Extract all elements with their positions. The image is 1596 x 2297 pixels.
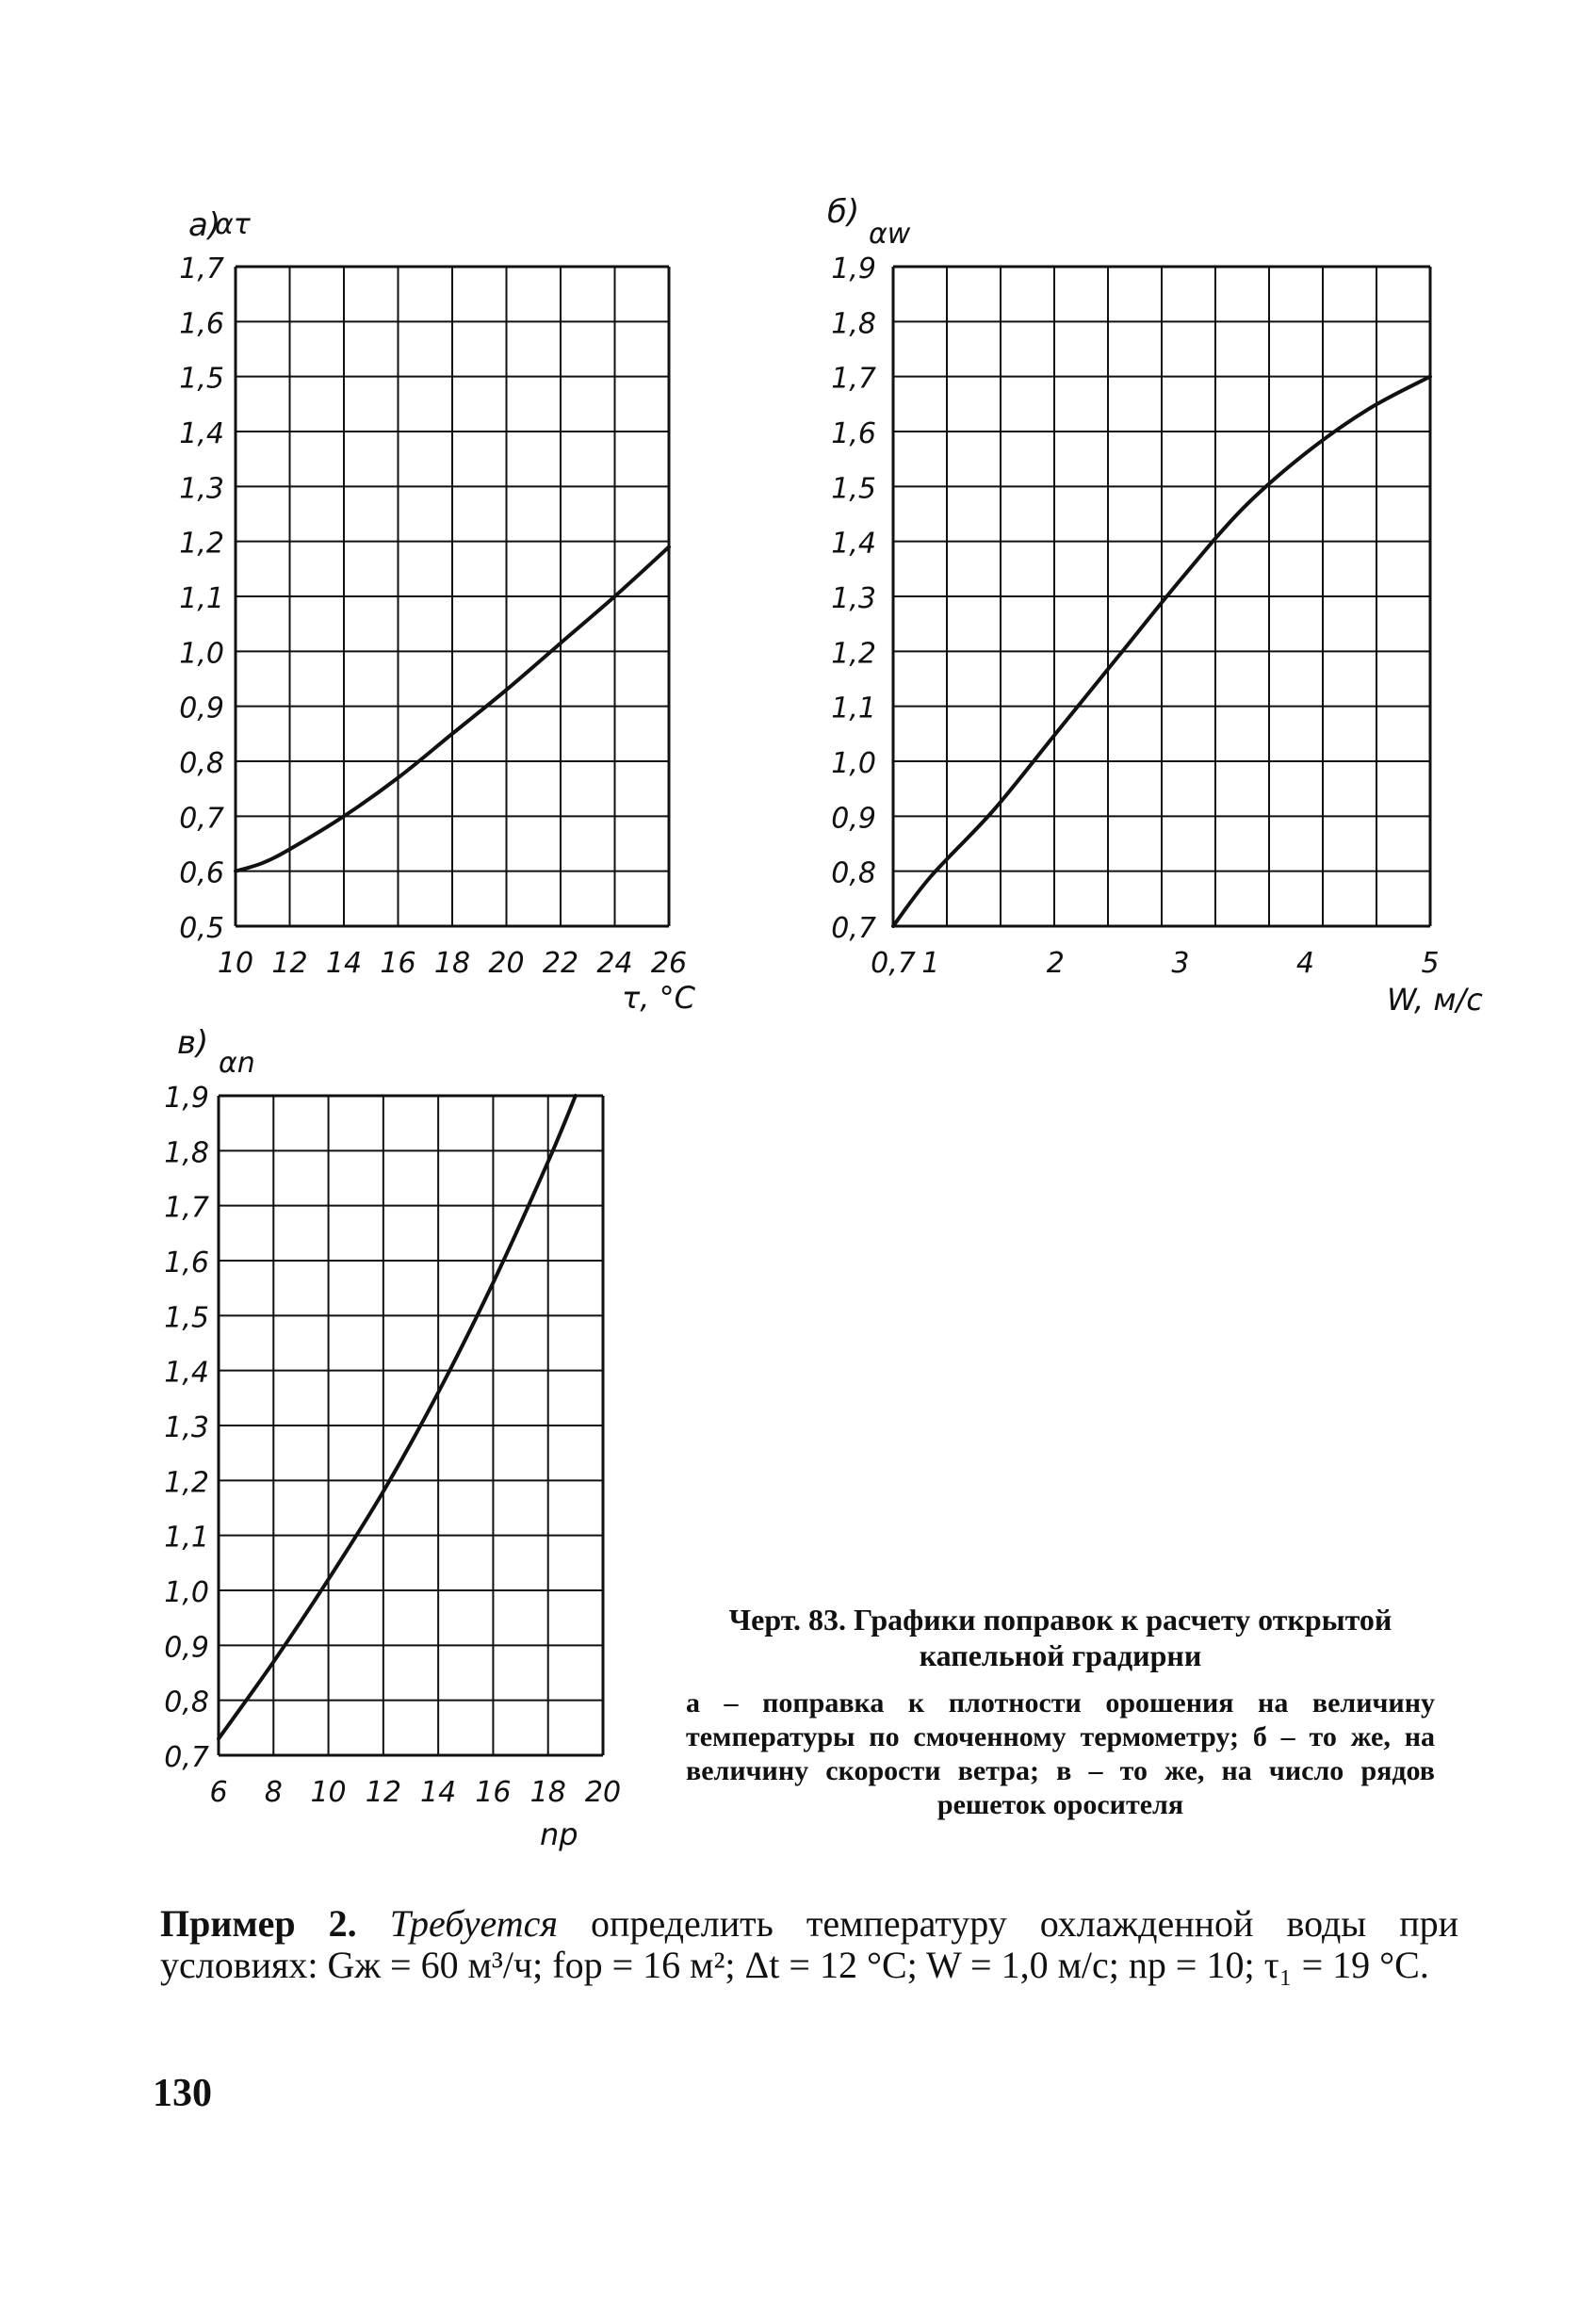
chart-c-x-tick-label: 16 bbox=[475, 1776, 512, 1809]
chart-a-x-tick-label: 18 bbox=[433, 947, 471, 980]
chart-c-y-tick-label: 0,8 bbox=[164, 1686, 209, 1719]
chart-c-y-tick-label: 1,9 bbox=[164, 1082, 209, 1115]
chart-a-y-tick-label: 1,7 bbox=[179, 253, 224, 285]
chart-c-y-tick-label: 1,7 bbox=[164, 1191, 209, 1225]
example-text: определить температуру охлажденной воды при условиях: Gж = 60 м³/ч; fор = 16 м²; Δt = 12 °C; W = 1,0 м/с; nр = 10; τ₁ = 19 °C. bbox=[160, 1902, 1459, 1986]
chart-c-y-tick-label: 0,9 bbox=[164, 1631, 209, 1665]
chart-c-x-axis-label: nр bbox=[540, 1816, 578, 1852]
chart-a-x-tick-label: 20 bbox=[488, 947, 525, 980]
chart-c-x-tick-label: 18 bbox=[529, 1776, 566, 1809]
chart-c-x-tick-label: 8 bbox=[264, 1776, 283, 1809]
chart-c-panel-label: в) bbox=[177, 1024, 209, 1062]
chart-b-y-tick-label: 1,2 bbox=[831, 637, 876, 671]
chart-a-x-tick-label: 10 bbox=[217, 947, 254, 980]
chart-b-y-tick-label: 1,1 bbox=[831, 692, 876, 725]
chart-a-x-tick-label: 16 bbox=[380, 947, 416, 980]
chart-b-y-tick-label: 0,9 bbox=[831, 802, 876, 836]
chart-b-y-tick-label: 0,8 bbox=[831, 856, 876, 890]
chart-c-y-tick-label: 1,3 bbox=[164, 1411, 209, 1444]
chart-b-y-tick-label: 1,3 bbox=[831, 582, 876, 615]
chart-b-x-tick-label: 3 bbox=[1171, 947, 1190, 980]
chart-a-y-tick-label: 0,9 bbox=[179, 692, 224, 725]
chart-c-x-tick-label: 14 bbox=[420, 1776, 457, 1809]
chart-c-y-axis-label: αn bbox=[219, 1047, 255, 1080]
chart-a-x-tick-label: 12 bbox=[271, 947, 308, 980]
chart-b-y-axis-label: αw bbox=[869, 218, 911, 251]
example-lead: Пример 2. bbox=[160, 1902, 357, 1945]
chart-a-y-tick-label: 1,5 bbox=[179, 362, 224, 396]
chart-a-x-tick-label: 24 bbox=[596, 947, 633, 980]
caption-title: Черт. 83. Графики поправок к расчету открытой капельной градирни bbox=[728, 1603, 1392, 1672]
chart-a-x-axis-label: τ, °C bbox=[622, 980, 695, 1016]
chart-a-y-tick-label: 1,4 bbox=[179, 417, 224, 450]
chart-c-x-tick-label: 12 bbox=[365, 1776, 401, 1809]
chart-b-x-tick-label: 5 bbox=[1421, 947, 1440, 980]
chart-b-y-tick-label: 1,4 bbox=[831, 527, 876, 561]
chart-a-x-tick-label: 26 bbox=[650, 947, 688, 980]
chart-a-y-tick-label: 0,8 bbox=[179, 747, 224, 780]
figure-caption bbox=[686, 1602, 1435, 1822]
chart-a-y-axis-label: ατ bbox=[215, 208, 251, 241]
chart-c-y-tick-label: 0,7 bbox=[164, 1741, 209, 1774]
chart-a-y-tick-label: 1,0 bbox=[179, 637, 224, 671]
chart-a-panel-label: а) bbox=[188, 206, 221, 244]
chart-c-x-tick-label: 10 bbox=[310, 1776, 347, 1809]
chart-c-x-tick-label: 6 bbox=[209, 1776, 228, 1809]
chart-c-y-tick-label: 1,1 bbox=[164, 1521, 209, 1555]
chart-a-y-tick-label: 0,7 bbox=[179, 802, 224, 836]
chart-b-x-axis-label: W, м/с bbox=[1387, 982, 1483, 1018]
chart-a-y-tick-label: 1,3 bbox=[179, 472, 224, 506]
chart-a-y-tick-label: 0,5 bbox=[179, 912, 224, 945]
caption-body: а – поправка к плотности орошения на величину температуры по смоченному термометру; б – то же, на величину скорости ветра; в – то же, на число рядов решеток оросителя bbox=[686, 1687, 1435, 1820]
chart-a-x-tick-label: 22 bbox=[542, 947, 579, 980]
chart-b-y-tick-label: 1,7 bbox=[831, 362, 876, 396]
chart-a-y-tick-label: 1,1 bbox=[179, 582, 224, 615]
chart-c-y-tick-label: 1,0 bbox=[164, 1576, 209, 1609]
chart-b-x-tick-label: 2 bbox=[1046, 947, 1065, 980]
chart-b-panel-label: б) bbox=[827, 193, 860, 231]
chart-c-y-tick-label: 1,8 bbox=[164, 1136, 209, 1170]
chart-b-y-tick-label: 1,8 bbox=[831, 307, 876, 341]
chart-c-y-tick-label: 1,2 bbox=[164, 1466, 209, 1500]
chart-b-y-tick-label: 1,6 bbox=[831, 417, 876, 450]
example-required: Требуется bbox=[389, 1902, 558, 1945]
chart-c-series-line bbox=[219, 1096, 576, 1739]
chart-a-x-tick-label: 14 bbox=[325, 947, 363, 980]
chart-b-x-tick-label: 0,7 bbox=[871, 947, 916, 980]
chart-b-x-tick-label: 4 bbox=[1295, 947, 1314, 980]
chart-a-y-tick-label: 0,6 bbox=[179, 856, 224, 890]
chart-c-x-tick-label: 20 bbox=[584, 1776, 622, 1809]
chart-a-y-tick-label: 1,6 bbox=[179, 307, 224, 341]
chart-b-x-tick-label: 1 bbox=[921, 947, 940, 980]
chart-a-y-tick-label: 1,2 bbox=[179, 527, 224, 561]
chart-b-y-tick-label: 1,0 bbox=[831, 747, 876, 780]
example-paragraph bbox=[160, 1903, 1458, 1986]
chart-b-y-tick-label: 1,9 bbox=[831, 253, 876, 285]
chart-c-svg bbox=[0, 0, 716, 1884]
chart-b-y-tick-label: 0,7 bbox=[831, 912, 876, 945]
page-number: 130 bbox=[153, 2072, 212, 2115]
chart-c-y-tick-label: 1,4 bbox=[164, 1356, 209, 1390]
chart-b-y-tick-label: 1,5 bbox=[831, 472, 876, 506]
chart-c-y-tick-label: 1,6 bbox=[164, 1246, 209, 1279]
chart-c-y-tick-label: 1,5 bbox=[164, 1301, 209, 1335]
